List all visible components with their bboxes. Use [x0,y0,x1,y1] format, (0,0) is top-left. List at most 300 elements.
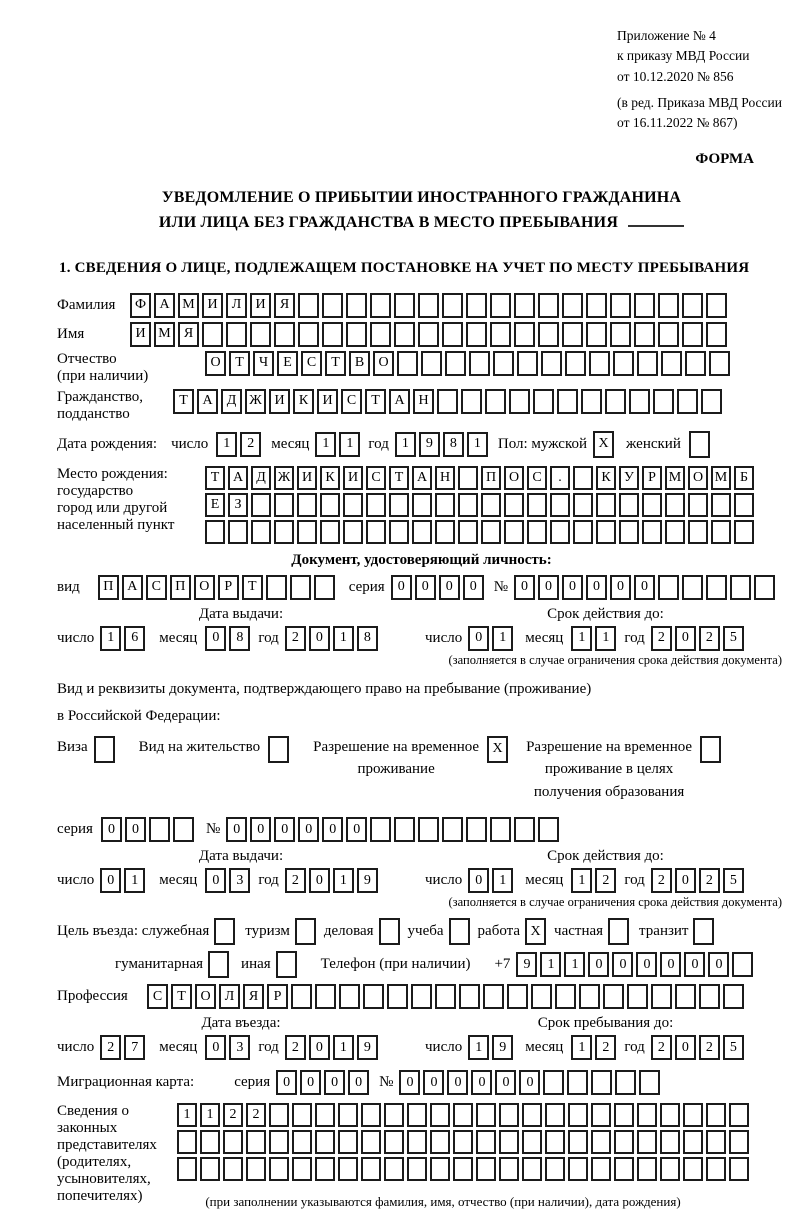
char-cell[interactable]: 1 [216,432,237,457]
char-cell[interactable] [591,1103,611,1127]
char-cell[interactable]: 1 [315,432,336,457]
char-cell[interactable]: 2 [595,1035,616,1060]
char-cell[interactable] [387,984,408,1009]
char-cell[interactable] [665,493,685,517]
char-cell[interactable]: К [293,389,314,414]
char-cell[interactable] [458,493,478,517]
char-cell[interactable] [658,575,679,600]
char-cell[interactable] [637,351,658,376]
char-cell[interactable] [605,389,626,414]
char-cell[interactable] [514,293,535,318]
char-cell[interactable] [268,736,289,763]
char-cell[interactable]: 0 [226,817,247,842]
char-cell[interactable] [177,1130,197,1154]
char-cell[interactable]: Т [173,389,194,414]
char-cell[interactable] [504,520,524,544]
char-cell[interactable] [550,493,570,517]
char-cell[interactable]: Д [221,389,242,414]
char-cell[interactable] [706,1130,726,1154]
char-cell[interactable]: А [122,575,143,600]
char-cell[interactable]: 1 [333,868,354,893]
char-cell[interactable] [706,575,727,600]
char-cell[interactable]: 0 [309,626,330,651]
char-cell[interactable] [493,351,514,376]
char-cell[interactable]: 0 [495,1070,516,1095]
char-cell[interactable] [485,389,506,414]
char-cell[interactable]: 0 [276,1070,297,1095]
char-cell[interactable]: 2 [651,1035,672,1060]
char-cell[interactable] [442,817,463,842]
char-cell[interactable]: 2 [285,626,306,651]
char-cell[interactable]: 0 [468,868,489,893]
char-cell[interactable]: Т [171,984,192,1009]
char-cell[interactable] [435,520,455,544]
char-cell[interactable] [292,1157,312,1181]
char-cell[interactable]: 1 [200,1103,220,1127]
char-cell[interactable] [418,322,439,347]
char-cell[interactable] [642,493,662,517]
char-cell[interactable]: А [197,389,218,414]
char-cell[interactable] [490,293,511,318]
char-cell[interactable] [550,520,570,544]
purpose-work-checkbox[interactable] [525,918,546,945]
char-cell[interactable] [581,389,602,414]
char-cell[interactable]: 1 [395,432,416,457]
char-cell[interactable] [591,1070,612,1095]
char-cell[interactable] [412,520,432,544]
char-cell[interactable]: И [130,322,151,347]
char-cell[interactable]: 1 [339,432,360,457]
char-cell[interactable]: А [389,389,410,414]
char-cell[interactable] [723,984,744,1009]
char-cell[interactable]: 2 [651,868,672,893]
char-cell[interactable]: 3 [229,868,250,893]
char-cell[interactable]: П [98,575,119,600]
char-cell[interactable] [660,1103,680,1127]
char-cell[interactable] [411,984,432,1009]
purpose-tourism-checkbox[interactable] [295,918,316,945]
char-cell[interactable] [514,322,535,347]
char-cell[interactable] [732,952,753,977]
char-cell[interactable] [322,322,343,347]
char-cell[interactable] [407,1103,427,1127]
char-cell[interactable]: 0 [634,575,655,600]
char-cell[interactable]: 5 [723,1035,744,1060]
char-cell[interactable] [418,293,439,318]
residence-permit-checkbox[interactable] [268,736,289,763]
char-cell[interactable]: 0 [399,1070,420,1095]
char-cell[interactable]: С [146,575,167,600]
char-cell[interactable]: 1 [492,868,513,893]
char-cell[interactable] [200,1157,220,1181]
char-cell[interactable] [522,1103,542,1127]
char-cell[interactable] [706,293,727,318]
char-cell[interactable] [250,322,271,347]
char-cell[interactable]: X [487,736,508,763]
char-cell[interactable]: А [154,293,175,318]
char-cell[interactable]: 0 [660,952,681,977]
char-cell[interactable]: 9 [419,432,440,457]
char-cell[interactable] [562,293,583,318]
char-cell[interactable] [384,1130,404,1154]
char-cell[interactable] [384,1103,404,1127]
char-cell[interactable] [361,1130,381,1154]
char-cell[interactable] [361,1157,381,1181]
char-cell[interactable] [565,351,586,376]
char-cell[interactable] [476,1157,496,1181]
char-cell[interactable]: С [527,466,547,490]
char-cell[interactable] [706,322,727,347]
char-cell[interactable] [568,1103,588,1127]
char-cell[interactable] [689,431,710,458]
char-cell[interactable]: 1 [540,952,561,977]
char-cell[interactable] [208,951,229,978]
char-cell[interactable] [269,1157,289,1181]
char-cell[interactable]: Т [205,466,225,490]
char-cell[interactable]: 0 [675,626,696,651]
char-cell[interactable] [499,1103,519,1127]
char-cell[interactable] [619,493,639,517]
char-cell[interactable] [343,520,363,544]
char-cell[interactable]: 0 [588,952,609,977]
char-cell[interactable] [407,1157,427,1181]
char-cell[interactable] [711,520,731,544]
char-cell[interactable] [315,1130,335,1154]
char-cell[interactable] [430,1103,450,1127]
char-cell[interactable]: 1 [492,626,513,651]
char-cell[interactable]: 1 [333,626,354,651]
char-cell[interactable]: . [550,466,570,490]
char-cell[interactable]: 0 [636,952,657,977]
char-cell[interactable]: Р [267,984,288,1009]
char-cell[interactable] [453,1157,473,1181]
purpose-official-checkbox[interactable] [214,918,235,945]
char-cell[interactable] [701,389,722,414]
char-cell[interactable] [251,520,271,544]
char-cell[interactable] [214,918,235,945]
char-cell[interactable] [579,984,600,1009]
char-cell[interactable]: 0 [309,868,330,893]
char-cell[interactable] [246,1157,266,1181]
char-cell[interactable] [527,520,547,544]
char-cell[interactable] [610,322,631,347]
char-cell[interactable]: 0 [348,1070,369,1095]
char-cell[interactable] [545,1103,565,1127]
char-cell[interactable] [619,520,639,544]
char-cell[interactable] [700,736,721,763]
purpose-study-checkbox[interactable] [449,918,470,945]
char-cell[interactable]: 5 [723,868,744,893]
char-cell[interactable] [266,575,287,600]
char-cell[interactable]: 0 [300,1070,321,1095]
char-cell[interactable]: 0 [322,817,343,842]
char-cell[interactable] [591,1157,611,1181]
char-cell[interactable]: 0 [205,868,226,893]
char-cell[interactable] [661,351,682,376]
char-cell[interactable] [586,322,607,347]
char-cell[interactable]: З [228,493,248,517]
char-cell[interactable] [675,984,696,1009]
char-cell[interactable]: П [481,466,501,490]
visa-checkbox[interactable] [94,736,115,763]
char-cell[interactable]: X [525,918,546,945]
char-cell[interactable]: Л [219,984,240,1009]
char-cell[interactable]: 2 [699,1035,720,1060]
char-cell[interactable] [699,984,720,1009]
char-cell[interactable]: 0 [391,575,412,600]
char-cell[interactable]: Т [229,351,250,376]
char-cell[interactable] [562,322,583,347]
char-cell[interactable] [320,520,340,544]
char-cell[interactable] [370,322,391,347]
char-cell[interactable]: 1 [100,626,121,651]
char-cell[interactable]: 8 [443,432,464,457]
char-cell[interactable] [437,389,458,414]
char-cell[interactable] [730,575,751,600]
char-cell[interactable] [339,984,360,1009]
char-cell[interactable]: 0 [514,575,535,600]
char-cell[interactable] [394,322,415,347]
char-cell[interactable]: 0 [346,817,367,842]
char-cell[interactable] [338,1103,358,1127]
char-cell[interactable]: 0 [298,817,319,842]
char-cell[interactable] [538,293,559,318]
char-cell[interactable]: 0 [586,575,607,600]
char-cell[interactable]: 0 [468,626,489,651]
char-cell[interactable] [614,1157,634,1181]
char-cell[interactable] [688,493,708,517]
char-cell[interactable] [274,322,295,347]
char-cell[interactable]: 9 [492,1035,513,1060]
char-cell[interactable]: 0 [612,952,633,977]
char-cell[interactable]: 9 [357,1035,378,1060]
char-cell[interactable] [469,351,490,376]
char-cell[interactable] [315,1103,335,1127]
char-cell[interactable]: 0 [463,575,484,600]
female-checkbox[interactable] [689,431,710,458]
char-cell[interactable]: 1 [177,1103,197,1127]
char-cell[interactable] [729,1103,749,1127]
char-cell[interactable] [706,1157,726,1181]
char-cell[interactable] [634,293,655,318]
purpose-humanitarian-checkbox[interactable] [208,951,229,978]
char-cell[interactable]: 5 [723,626,744,651]
char-cell[interactable]: 2 [285,868,306,893]
char-cell[interactable] [346,322,367,347]
char-cell[interactable]: 2 [100,1035,121,1060]
char-cell[interactable]: 0 [101,817,122,842]
char-cell[interactable]: Ф [130,293,151,318]
char-cell[interactable]: Т [389,466,409,490]
char-cell[interactable] [545,1130,565,1154]
char-cell[interactable] [688,520,708,544]
char-cell[interactable] [292,1103,312,1127]
char-cell[interactable]: Я [243,984,264,1009]
char-cell[interactable]: 2 [223,1103,243,1127]
char-cell[interactable] [338,1130,358,1154]
char-cell[interactable] [533,389,554,414]
char-cell[interactable] [653,389,674,414]
char-cell[interactable] [677,389,698,414]
char-cell[interactable] [660,1130,680,1154]
char-cell[interactable] [298,322,319,347]
char-cell[interactable]: И [317,389,338,414]
char-cell[interactable] [466,293,487,318]
char-cell[interactable]: Р [642,466,662,490]
char-cell[interactable]: 9 [516,952,537,977]
char-cell[interactable]: В [349,351,370,376]
char-cell[interactable] [693,918,714,945]
char-cell[interactable] [297,493,317,517]
char-cell[interactable] [591,1130,611,1154]
char-cell[interactable] [315,1157,335,1181]
char-cell[interactable]: 0 [471,1070,492,1095]
char-cell[interactable] [430,1157,450,1181]
char-cell[interactable]: Ж [245,389,266,414]
char-cell[interactable]: 0 [684,952,705,977]
char-cell[interactable]: 0 [274,817,295,842]
char-cell[interactable]: 0 [708,952,729,977]
char-cell[interactable]: Б [734,466,754,490]
char-cell[interactable]: И [343,466,363,490]
char-cell[interactable] [453,1130,473,1154]
char-cell[interactable]: Н [413,389,434,414]
char-cell[interactable] [228,520,248,544]
char-cell[interactable] [481,493,501,517]
char-cell[interactable]: 8 [357,626,378,651]
char-cell[interactable] [269,1103,289,1127]
char-cell[interactable]: И [269,389,290,414]
char-cell[interactable] [389,520,409,544]
char-cell[interactable] [276,951,297,978]
char-cell[interactable]: К [596,466,616,490]
char-cell[interactable] [683,1157,703,1181]
char-cell[interactable] [343,493,363,517]
char-cell[interactable] [291,984,312,1009]
char-cell[interactable] [567,1070,588,1095]
char-cell[interactable]: 2 [240,432,261,457]
char-cell[interactable] [297,520,317,544]
char-cell[interactable] [458,466,478,490]
temp-residence-checkbox[interactable] [487,736,508,763]
char-cell[interactable] [637,1157,657,1181]
char-cell[interactable] [685,351,706,376]
char-cell[interactable] [435,984,456,1009]
char-cell[interactable]: Ж [274,466,294,490]
char-cell[interactable]: 0 [439,575,460,600]
char-cell[interactable]: 0 [562,575,583,600]
char-cell[interactable]: 0 [538,575,559,600]
char-cell[interactable] [370,293,391,318]
char-cell[interactable] [610,293,631,318]
char-cell[interactable]: Н [435,466,455,490]
char-cell[interactable] [453,1103,473,1127]
char-cell[interactable] [658,322,679,347]
char-cell[interactable]: М [711,466,731,490]
char-cell[interactable] [615,1070,636,1095]
char-cell[interactable] [637,1130,657,1154]
char-cell[interactable]: 9 [357,868,378,893]
char-cell[interactable] [543,1070,564,1095]
char-cell[interactable]: Д [251,466,271,490]
purpose-transit-checkbox[interactable] [693,918,714,945]
char-cell[interactable] [658,293,679,318]
char-cell[interactable]: О [194,575,215,600]
char-cell[interactable]: 1 [468,1035,489,1060]
char-cell[interactable] [363,984,384,1009]
char-cell[interactable] [555,984,576,1009]
char-cell[interactable]: С [341,389,362,414]
char-cell[interactable]: О [373,351,394,376]
char-cell[interactable]: 3 [229,1035,250,1060]
char-cell[interactable] [514,817,535,842]
char-cell[interactable] [729,1157,749,1181]
char-cell[interactable] [205,520,225,544]
char-cell[interactable] [320,493,340,517]
char-cell[interactable]: И [250,293,271,318]
char-cell[interactable] [490,322,511,347]
char-cell[interactable]: А [228,466,248,490]
char-cell[interactable]: 8 [229,626,250,651]
char-cell[interactable] [379,918,400,945]
char-cell[interactable]: О [205,351,226,376]
char-cell[interactable] [274,493,294,517]
char-cell[interactable] [637,1103,657,1127]
char-cell[interactable]: Т [242,575,263,600]
char-cell[interactable] [538,322,559,347]
char-cell[interactable]: О [504,466,524,490]
char-cell[interactable] [394,293,415,318]
char-cell[interactable] [490,817,511,842]
char-cell[interactable]: 0 [423,1070,444,1095]
char-cell[interactable] [709,351,730,376]
char-cell[interactable]: С [366,466,386,490]
char-cell[interactable] [517,351,538,376]
char-cell[interactable]: Е [205,493,225,517]
char-cell[interactable]: 0 [675,868,696,893]
char-cell[interactable]: 0 [125,817,146,842]
char-cell[interactable] [527,493,547,517]
char-cell[interactable] [177,1157,197,1181]
char-cell[interactable] [614,1103,634,1127]
char-cell[interactable]: С [301,351,322,376]
char-cell[interactable] [94,736,115,763]
char-cell[interactable]: П [170,575,191,600]
char-cell[interactable] [603,984,624,1009]
char-cell[interactable] [173,817,194,842]
char-cell[interactable] [522,1130,542,1154]
char-cell[interactable] [269,1130,289,1154]
char-cell[interactable]: Л [226,293,247,318]
char-cell[interactable] [407,1130,427,1154]
char-cell[interactable] [660,1157,680,1181]
char-cell[interactable] [459,984,480,1009]
char-cell[interactable] [596,493,616,517]
char-cell[interactable]: 2 [246,1103,266,1127]
char-cell[interactable] [639,1070,660,1095]
char-cell[interactable] [246,1130,266,1154]
char-cell[interactable]: 1 [564,952,585,977]
char-cell[interactable]: Е [277,351,298,376]
char-cell[interactable]: О [688,466,708,490]
char-cell[interactable] [531,984,552,1009]
purpose-other-checkbox[interactable] [276,951,297,978]
temp-residence-edu-checkbox[interactable] [700,736,721,763]
char-cell[interactable]: 0 [324,1070,345,1095]
char-cell[interactable]: Т [325,351,346,376]
char-cell[interactable]: 0 [205,626,226,651]
char-cell[interactable]: X [593,431,614,458]
